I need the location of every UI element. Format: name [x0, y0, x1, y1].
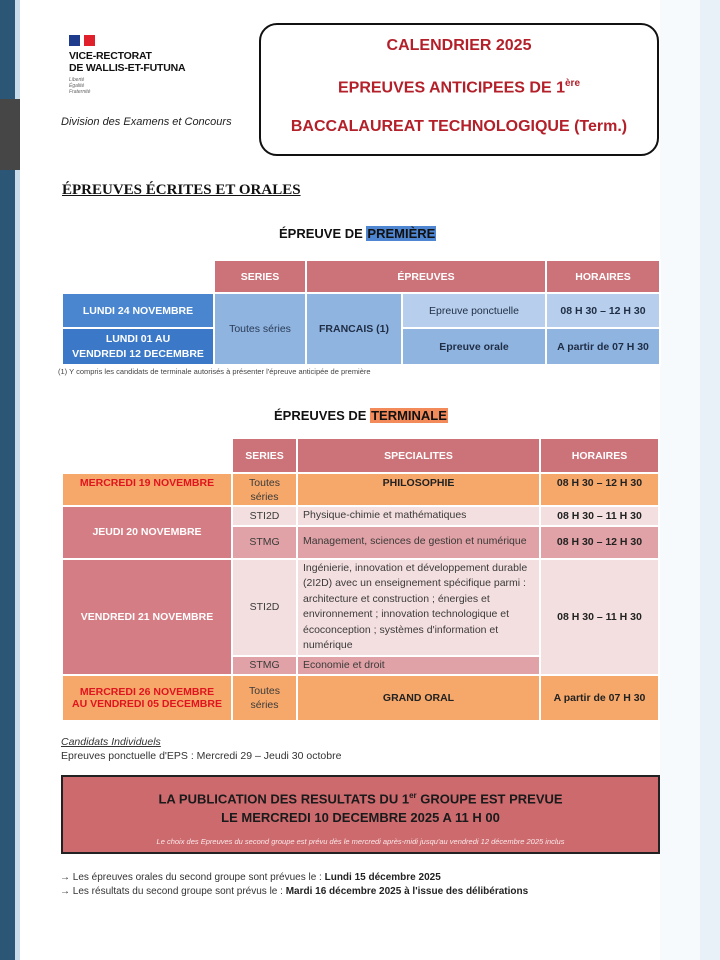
- title-line-2-text: EPREUVES ANTICIPEES DE 1: [337, 79, 565, 97]
- candidats-eps-line: Epreuves ponctuelle d'EPS : Mercredi 29 – Jeudi 30 octobre: [61, 750, 342, 762]
- serie-line-2: séries: [250, 490, 279, 503]
- motto-liberte: Liberté: [69, 77, 85, 83]
- results-line-1-suffix: GROUPE EST PREVUE: [416, 791, 563, 807]
- date-cell: JEUDI 20 NOVEMBRE: [62, 506, 232, 559]
- second-groupe-results-date: Mardi 16 décembre 2025 à l'issue des délibérations: [285, 886, 529, 897]
- date-line-2: VENDREDI 12 DECEMBRE: [72, 347, 204, 360]
- results-box: [61, 775, 660, 854]
- horaire-cell: 08 H 30 – 12 H 30: [546, 293, 660, 328]
- org-line-2: DE WALLIS-ET-FUTUNA: [69, 61, 186, 74]
- calendar-title-box: [259, 23, 659, 156]
- serie-cell: Toutes séries: [214, 293, 306, 365]
- title-line-2: [261, 78, 657, 97]
- table-row: [62, 506, 659, 526]
- header-epreuves: ÉPREUVES: [306, 260, 546, 293]
- horaire-cell: 08 H 30 – 11 H 30: [540, 559, 659, 676]
- org-line-1: VICE-RECTORAT: [69, 50, 152, 62]
- header-horaires: HORAIRES: [540, 438, 659, 473]
- premiere-heading-prefix: ÉPREUVE DE: [279, 226, 367, 241]
- horaire-cell: 08 H 30 – 11 H 30: [540, 506, 659, 526]
- horaire-cell: A partir de 07 H 30: [546, 328, 660, 365]
- second-groupe-oral-date: Lundi 15 décembre 2025: [324, 872, 441, 883]
- horaire-cell: 08 H 30 – 12 H 30: [540, 526, 659, 559]
- second-groupe-oral-text: Les épreuves orales du second groupe sont prévues le :: [72, 872, 325, 883]
- second-groupe-results-line: [60, 886, 528, 897]
- serie-cell: STI2D: [232, 506, 297, 526]
- horaire-cell: A partir de 07 H 30: [540, 675, 659, 721]
- header-blank: [62, 260, 214, 293]
- header-specialites: SPECIALITES: [297, 438, 540, 473]
- premiere-heading-highlight: PREMIÈRE: [367, 226, 436, 241]
- terminale-table: [61, 437, 660, 722]
- serie-line-1: Toutes: [249, 476, 280, 489]
- results-line-2: LE MERCREDI 10 DECEMBRE 2025 A 11 H 00: [221, 810, 500, 825]
- serie-cell: STMG: [232, 526, 297, 559]
- results-line-1-prefix: LA PUBLICATION DES RESULTATS DU 1: [158, 791, 410, 807]
- arrow-right-icon: →: [60, 886, 70, 897]
- right-margin-band: [660, 0, 700, 960]
- date-cell: LUNDI 24 NOVEMBRE: [62, 293, 214, 328]
- terminale-heading-highlight: TERMINALE: [371, 408, 447, 423]
- specialite-cell: Ingénierie, innovation et développement durable (2I2D) avec un enseignement spécifique parmi : architecture et construction ; énergies et environnement ; innovation technologique et écoconception ; systèmes d'information et numérique: [297, 559, 540, 656]
- division-label: Division des Examens et Concours: [61, 116, 232, 128]
- motto-fraternite: Fraternité: [69, 89, 91, 95]
- premiere-table: [61, 259, 661, 366]
- second-groupe-oral-line: [60, 872, 441, 883]
- premiere-heading: [279, 226, 436, 241]
- title-line-3: BACCALAUREAT TECHNOLOGIQUE (Term.): [290, 118, 628, 135]
- specialite-cell: GRAND ORAL: [297, 675, 540, 721]
- serie-cell: STMG: [232, 656, 297, 676]
- date-line-2: AU VENDREDI 05 DECEMBRE: [72, 698, 222, 710]
- horaire-cell: 08 H 30 – 12 H 30: [540, 473, 659, 506]
- title-line-2-sup: ère: [565, 78, 581, 89]
- results-line-1: [63, 791, 658, 806]
- date-line-1: MERCREDI 26 NOVEMBRE: [79, 686, 215, 698]
- results-note: Le choix des Epreuves du second groupe est prévu dès le mercredi après-midi jusqu'au vendredi 12 décembre 2025 inclus: [156, 837, 565, 846]
- serie-cell: [232, 473, 297, 506]
- terminale-heading: [274, 408, 448, 423]
- header-series: SERIES: [232, 438, 297, 473]
- serie-line-2: séries: [250, 699, 279, 711]
- premiere-footnote: (1) Y compris les candidats de terminale autorisés à présenter l'épreuve anticipée de première: [58, 367, 371, 376]
- second-groupe-results-text: Les résultats du second groupe sont prévus le :: [72, 886, 286, 897]
- motto: [69, 77, 185, 95]
- right-decorative-strip: [700, 0, 720, 960]
- left-tab-marker: [0, 99, 20, 170]
- title-line-1: CALENDRIER 2025: [386, 37, 532, 54]
- date-line-1: LUNDI 01 AU: [105, 332, 171, 345]
- arrow-right-icon: →: [60, 872, 70, 883]
- serie-cell: [232, 675, 297, 721]
- terminale-header-row: [62, 438, 659, 473]
- epreuve-cell: FRANCAIS (1): [306, 293, 402, 365]
- results-line-1-sup: er: [409, 791, 417, 800]
- vice-rectorat-logo: [69, 35, 185, 95]
- table-row: [62, 675, 659, 721]
- epreuve-type-cell: Epreuve ponctuelle: [402, 293, 546, 328]
- specialite-cell: Physique-chimie et mathématiques: [297, 506, 540, 526]
- section-title: ÉPREUVES ÉCRITES ET ORALES: [62, 182, 301, 198]
- org-name: [69, 51, 185, 74]
- candidats-title: Candidats Individuels: [61, 736, 161, 748]
- motto-egalite: Égalité: [69, 83, 85, 89]
- specialite-cell: PHILOSOPHIE: [297, 473, 540, 506]
- specialite-cell: Economie et droit: [297, 656, 540, 676]
- premiere-header-row: [62, 260, 660, 293]
- header-horaires: HORAIRES: [546, 260, 660, 293]
- table-row: [62, 473, 659, 506]
- date-cell: MERCREDI 19 NOVEMBRE: [62, 473, 232, 506]
- marianne-flag-icon: [69, 35, 95, 46]
- table-row: [62, 293, 660, 328]
- table-row: [62, 559, 659, 656]
- epreuve-type-cell: Epreuve orale: [402, 328, 546, 365]
- serie-cell: STI2D: [232, 559, 297, 656]
- date-cell: VENDREDI 21 NOVEMBRE: [62, 559, 232, 676]
- date-cell: [62, 675, 232, 721]
- terminale-heading-prefix: ÉPREUVES DE: [274, 408, 371, 423]
- serie-line-1: Toutes: [249, 685, 280, 697]
- date-cell: [62, 328, 214, 365]
- header-blank: [62, 438, 232, 473]
- specialite-cell: Management, sciences de gestion et numérique: [297, 526, 540, 559]
- header-series: SERIES: [214, 260, 306, 293]
